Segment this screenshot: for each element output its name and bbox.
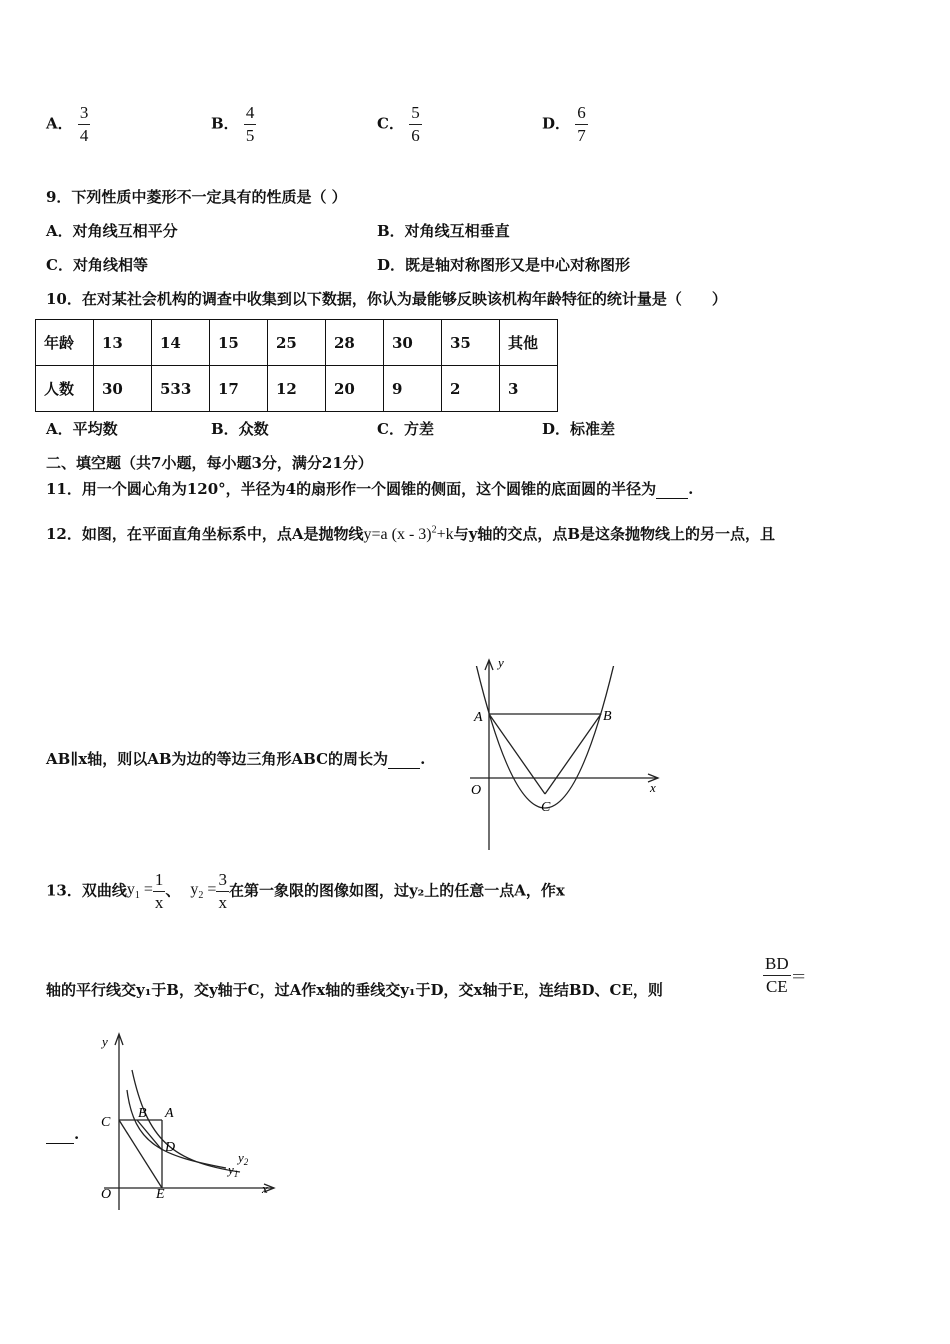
parabola-curve bbox=[476, 664, 614, 808]
curve-y2 bbox=[132, 1070, 240, 1172]
fraction: $\frac{4}{5}$ bbox=[245, 103, 255, 145]
q9-stem: 9．下列性质中菱形不一定具有的性质是（ ） bbox=[46, 188, 347, 206]
q10-stem: 10．在对某社会机构的调查中收集到以下数据，你认为最能够反映该机构年龄特征的统计量是（ ） bbox=[46, 290, 727, 308]
q8-option-c[interactable]: C． $\frac{5}{6}$ bbox=[377, 103, 420, 145]
table-cell: 其他 bbox=[500, 320, 558, 366]
fraction: $\frac{3}{x}$ bbox=[218, 870, 227, 912]
table-cell: 人数 bbox=[36, 366, 94, 412]
fraction: $\frac{3}{4}$ bbox=[79, 103, 89, 145]
q12-line2: AB∥x轴，则以AB为边的等边三角形ABC的周长为 . bbox=[46, 750, 426, 768]
age-table bbox=[35, 319, 558, 412]
q10-option-b[interactable]: B．众数 bbox=[211, 420, 269, 438]
q13-line1: 13．双曲线$y_1$ = $\frac{1}{x}$ 、 $y_2$ = $\frac{3}{x}$ 在第一象限的图像如图，过y₂上的任意一点A，作x bbox=[46, 870, 565, 912]
q9-option-a[interactable]: A．对角线互相平分 bbox=[46, 222, 178, 240]
parabola-figure bbox=[462, 652, 672, 854]
segment-ac bbox=[489, 714, 545, 794]
point-label-b: B bbox=[603, 709, 612, 724]
answer-blank[interactable] bbox=[46, 1125, 74, 1144]
fraction: $\frac{1}{x}$ bbox=[154, 870, 164, 912]
q13-ratio: $\frac{BD}{CE}$ ＝ bbox=[765, 954, 807, 996]
q9-option-b[interactable]: B．对角线互相垂直 bbox=[377, 222, 510, 240]
segment-bc bbox=[545, 714, 601, 794]
point-label-b: B bbox=[138, 1106, 147, 1121]
point-label-a: A bbox=[474, 710, 483, 725]
hyperbola-figure bbox=[92, 1030, 282, 1212]
point-label-d: D bbox=[165, 1140, 176, 1155]
fraction: $\frac{BD}{CE}$ bbox=[765, 954, 789, 996]
table-cell: 30 bbox=[94, 366, 152, 412]
q11: 11．用一个圆心角为120°，半径为4的扇形作一个圆锥的侧面，这个圆锥的底面圆的半径为 . bbox=[46, 480, 694, 498]
table-cell: 533 bbox=[152, 366, 210, 412]
q10-option-d[interactable]: D．标准差 bbox=[542, 420, 616, 438]
table-row bbox=[36, 366, 558, 412]
q10-option-a[interactable]: A．平均数 bbox=[46, 420, 118, 438]
table-row bbox=[36, 320, 558, 366]
table-cell: 14 bbox=[152, 320, 210, 366]
answer-blank[interactable] bbox=[656, 480, 688, 499]
axis-label-y: y bbox=[102, 1034, 108, 1049]
axis-label-x: x bbox=[650, 780, 656, 795]
table-cell: 30 bbox=[384, 320, 442, 366]
q10-option-c[interactable]: C．方差 bbox=[377, 420, 434, 438]
q9-option-c[interactable]: C．对角线相等 bbox=[46, 256, 148, 274]
table-cell: 年龄 bbox=[36, 320, 94, 366]
table-cell: 13 bbox=[94, 320, 152, 366]
origin-label: O bbox=[471, 783, 482, 798]
q8-option-b[interactable]: B． $\frac{4}{5}$ bbox=[211, 103, 255, 145]
q13-line2: 轴的平行线交y₁于B，交y轴于C，过A作x轴的垂线交y₁于D，交x轴于E，连结BD、CE，则 bbox=[46, 981, 663, 999]
origin-label: O bbox=[101, 1187, 112, 1202]
table-cell: 28 bbox=[326, 320, 384, 366]
table-cell: 2 bbox=[442, 366, 500, 412]
point-label-a: A bbox=[165, 1106, 174, 1121]
axis-label-y: y bbox=[498, 655, 504, 670]
point-label-c: C bbox=[101, 1115, 111, 1130]
fraction: $\frac{5}{6}$ bbox=[411, 103, 420, 145]
hyperbola-y1: $y_1$ = bbox=[126, 881, 153, 902]
table-cell: 15 bbox=[210, 320, 268, 366]
q8-option-a[interactable]: A． $\frac{3}{4}$ bbox=[46, 103, 89, 145]
point-label-c: C bbox=[541, 800, 551, 815]
section-heading: 二、填空题（共7小题，每小题3分，满分21分） bbox=[46, 454, 373, 472]
hyperbola-y2: $y_2$ = bbox=[190, 881, 217, 902]
curve-label-y1: $y_1$ bbox=[228, 1162, 239, 1179]
q9-option-d[interactable]: D．既是轴对称图形又是中心对称图形 bbox=[377, 256, 631, 274]
table-cell: 17 bbox=[210, 366, 268, 412]
axis-label-x: x bbox=[262, 1181, 268, 1196]
q12-line1: 12．如图，在平面直角坐标系中，点A是抛物线y=a (x - 3)$^2$+k与y轴的交点，点B是这条抛物线上的另一点，且 bbox=[46, 524, 776, 543]
table-cell: 35 bbox=[442, 320, 500, 366]
q13-answer: . bbox=[46, 1125, 79, 1144]
table-cell: 3 bbox=[500, 366, 558, 412]
table-cell: 25 bbox=[268, 320, 326, 366]
answer-blank[interactable] bbox=[388, 750, 420, 769]
point-label-e: E bbox=[156, 1187, 165, 1202]
fraction: $\frac{6}{7}$ bbox=[577, 103, 586, 145]
table-cell: 20 bbox=[326, 366, 384, 412]
q8-option-d[interactable]: D． $\frac{6}{7}$ bbox=[542, 103, 586, 145]
table-cell: 12 bbox=[268, 366, 326, 412]
parabola-formula: y=a (x - 3)$^2$+k bbox=[363, 524, 454, 543]
table-cell: 9 bbox=[384, 366, 442, 412]
curve-label-y2: $y_2$ bbox=[238, 1150, 249, 1167]
